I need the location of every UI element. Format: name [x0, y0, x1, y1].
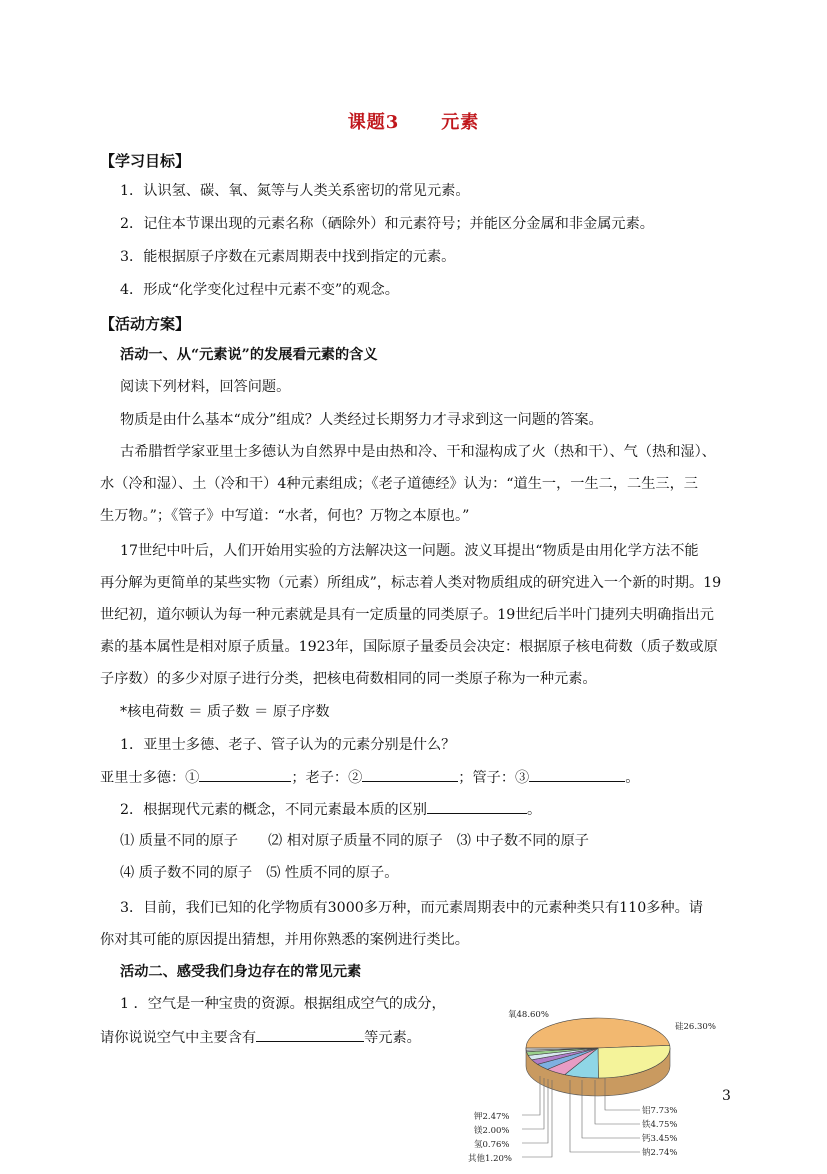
activity1-title: 活动一、从“元素说”的发展看元素的含义 [120, 347, 378, 363]
question-3-line-2: 你对其可能的原因提出猜想，并用你熟悉的案例进行类比。 [100, 932, 469, 948]
paragraph-line: 古希腊哲学家亚里士多德认为自然界中是由热和冷、干和湿构成了火（热和干）、气（热和湿）、 [120, 444, 716, 460]
goal-3: 3．能根据原子序数在元素周期表中找到指定的元素。 [120, 249, 456, 265]
pie-slice-氧 [526, 1018, 670, 1048]
section-plan-heading: 【活动方案】 [100, 315, 191, 333]
paragraph-line: 子序数）的多少对原子进行分类，把核电荷数相同的同一类原子称为一种元素。 [100, 671, 597, 687]
answer-blank-2[interactable] [362, 767, 458, 782]
answer-label-guanzi: ；管子：③ [458, 770, 530, 786]
options-row-2 [120, 863, 398, 883]
answer-label-aristotle: 亚里士多德：① [100, 770, 200, 786]
section-goals-heading: 【学习目标】 [100, 152, 191, 170]
paragraph-line: 阅读下列材料，回答问题。 [120, 379, 291, 395]
formula: *核电荷数 ＝ 质子数 ＝ 原子序数 [120, 704, 330, 720]
page-title [0, 108, 827, 134]
pie-label-氧: 氧48.60% [508, 1010, 549, 1020]
answer-line-1 [100, 767, 639, 788]
paragraph-line: 素的基本属性是相对原子质量。1923年，国际原子量委员会决定：根据原子核电荷数（质子数或原 [100, 639, 718, 655]
pie-label-铝: 铝7.73% [642, 1106, 678, 1116]
option: ⑶ 中子数不同的原子 [456, 833, 589, 849]
question-2-text: 2．根据现代元素的概念，不同元素最本质的区别 [120, 802, 427, 818]
page-number: 3 [722, 1088, 731, 1104]
air-question-text: 请你说说空气中主要含有 [100, 1030, 257, 1046]
pie-label-钙: 钙3.45% [642, 1134, 678, 1144]
air-question-line-1: 1 ．空气是一种宝贵的资源。根据组成空气的成分， [120, 996, 446, 1012]
answer-end: 。 [625, 770, 640, 786]
option: ⑵ 相对原子质量不同的原子 [268, 833, 443, 849]
paragraph-line: 世纪初，道尔顿认为每一种元素就是具有一定质量的同类原子。19世纪后半叶门捷列夫明确指出元 [100, 607, 714, 623]
answer-blank-3[interactable] [529, 767, 625, 782]
paragraph-line: 再分解为更简单的某些实物（元素）所组成”，标志着人类对物质组成的研究进入一个新的时期。19 [100, 575, 722, 591]
activity2-title: 活动二、感受我们身边存在的常见元素 [120, 964, 362, 980]
options-row-1 [120, 831, 589, 851]
question-1: 1．亚里士多德、老子、管子认为的元素分别是什么？ [120, 737, 456, 753]
pie-label-氢: 氢0.76% [474, 1140, 510, 1150]
pie-label-硅: 硅26.30% [675, 1022, 716, 1032]
paragraph-line: 生万物。”；《管子》中写道：“水者，何也？万物之本原也。” [100, 508, 470, 524]
option: ⑴ 质量不同的原子 [120, 833, 239, 849]
title-text: 元素 [441, 112, 480, 133]
leader-line-其他 [522, 1080, 552, 1157]
question-3-line-1: 3．目前，我们已知的化学物质有3000多万种，而元素周期表中的元素种类只有110多种。请 [120, 900, 703, 916]
air-question-line-2 [100, 1027, 421, 1048]
paragraph-line: 物质是由什么基本“成分”组成？人类经过长期努力才寻求到这一问题的答案。 [120, 412, 603, 428]
pie-label-钠: 钠2.74% [642, 1148, 678, 1158]
option: ⑷ 质子数不同的原子 [120, 865, 253, 881]
title-number: 课题3 [347, 112, 400, 133]
pie-label-其他: 其他1.20% [468, 1154, 513, 1164]
leader-line-镁 [522, 1078, 544, 1129]
goal-1: 1．认识氢、碳、氧、氮等与人类关系密切的常见元素。 [120, 183, 470, 199]
answer-label-laozi: ；老子：② [291, 770, 363, 786]
pie-label-钾: 钾2.47% [474, 1112, 510, 1122]
goal-2: 2．记住本节课出现的元素名称（硒除外）和元素符号；并能区分金属和非金属元素。 [120, 216, 654, 232]
option: ⑸ 性质不同的原子。 [266, 865, 399, 881]
paragraph-line: 17世纪中叶后，人们开始用实验的方法解决这一问题。波义耳提出“物质是由用化学方法不能 [120, 543, 699, 559]
pie-label-铁: 铁4.75% [642, 1120, 678, 1130]
answer-blank-1[interactable] [199, 767, 291, 782]
answer-blank-q2[interactable] [427, 799, 527, 814]
pie-label-镁: 镁2.00% [474, 1126, 510, 1136]
answer-blank-air[interactable] [256, 1027, 364, 1042]
question-2 [120, 799, 541, 820]
air-question-end: 等元素。 [364, 1030, 421, 1046]
question-2-end: 。 [526, 802, 542, 818]
pie-chart [468, 1000, 720, 1170]
paragraph-line: 水（冷和湿）、土（冷和干）4种元素组成；《老子道德经》认为：“道生一，一生二，二生三，三 [100, 476, 698, 492]
goal-4: 4．形成“化学变化过程中元素不变”的观念。 [120, 282, 399, 298]
